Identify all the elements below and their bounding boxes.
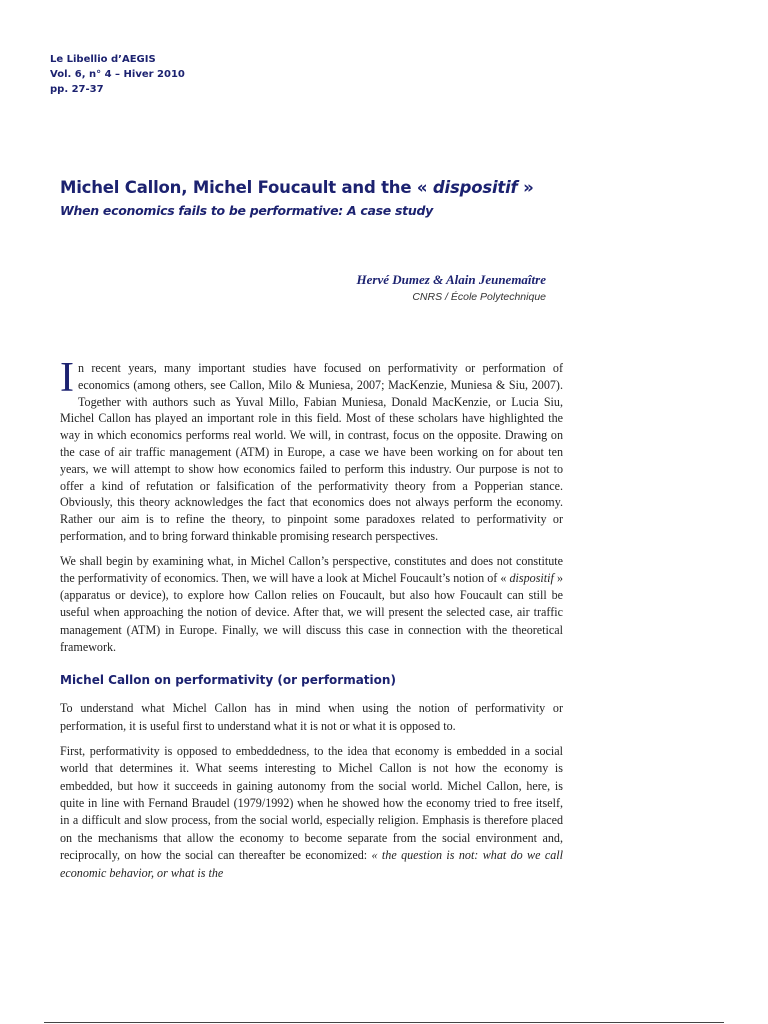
journal-name: Le Libellio d’AEGIS (50, 54, 156, 65)
drop-cap: I (60, 355, 74, 401)
section-heading: Michel Callon on performativity (or performation) (60, 672, 396, 687)
article-body (60, 355, 563, 890)
article-title: Michel Callon, Michel Foucault and the « dispositif » (60, 178, 534, 197)
article-subtitle: When economics fails to be performative: A case study (60, 203, 433, 218)
article-authors: Hervé Dumez & Alain Jeunemaître (356, 272, 546, 287)
paragraph-4: First, performativity is opposed to embeddedness, to the idea that economy is embedded in a social world that determines it. What seems interesting to Michel Callon is not how the economy is embedded, but how it succeeds in gaining autonomy from the social world. Michel Callon, here, is quite in line with Fernand Braudel (1979/1992) when he showed how the economy tried to free itself, in a difficult and slow process, from the social world, especially religion. Emphasis is therefore placed on the mechanisms that allow the economy to become separate from the social environment and, reciprocally, on how the social can thereafter be economized: « the question is not: what do we call economic behavior, or what is the (60, 743, 563, 880)
paragraph-2: We shall begin by examining what, in Michel Callon’s perspective, constitutes and does not constitute the performativity of economics. Then, we will have a look at Michel Foucault’s notion of « dispositif » (apparatus or device), to explore how Callon relies on Foucault, but also how Foucault can still be useful when approaching the notion of device. After that, we will present the selected case, air traffic management (ATM) in Europe. Finally, we will discuss this case in connection with the theoretical framework. (60, 553, 563, 654)
paragraph-1: In recent years, many important studies have focused on performativity or performation of economics (among others, see Callon, Milo & Muniesa, 2007; MacKenzie, Muniesa & Siu, 2007). Together with authors such as Yuval Millo, Fabian Muniesa, Donald MacKenzie, or Lucia Siu, Michel Callon has played an important role in this field. Most of these scholars have highlighted the way in which economics performs real world. We will, in contrast, focus on the opposite. Drawing on the case of air traffic management (ATM) in Europe, a case we have been working on for about ten years, we will attempt to show how economics failed to perform this industry. Our purpose is not to offer a kind of refutation or falsification of the performativity theory from a Popperian stance. Obviously, this theory acknowledges the fact that economics does not always perform the economy. Rather our aim is to refine the theory, to pinpoint some paradoxes related to performativity or performation, and to bring forward thinkable promising research perspectives. (60, 355, 563, 543)
journal-volume: Vol. 6, n° 4 – Hiver 2010 (50, 69, 185, 80)
footer-rule (44, 1022, 724, 1023)
journal-pages: pp. 27-37 (50, 84, 104, 95)
author-affiliation: CNRS / École Polytechnique (412, 291, 546, 303)
paragraph-3: To understand what Michel Callon has in mind when using the notion of performativity or performation, it is useful first to understand what it is not or what it is opposed to. (60, 700, 563, 733)
journal-header (50, 52, 185, 97)
